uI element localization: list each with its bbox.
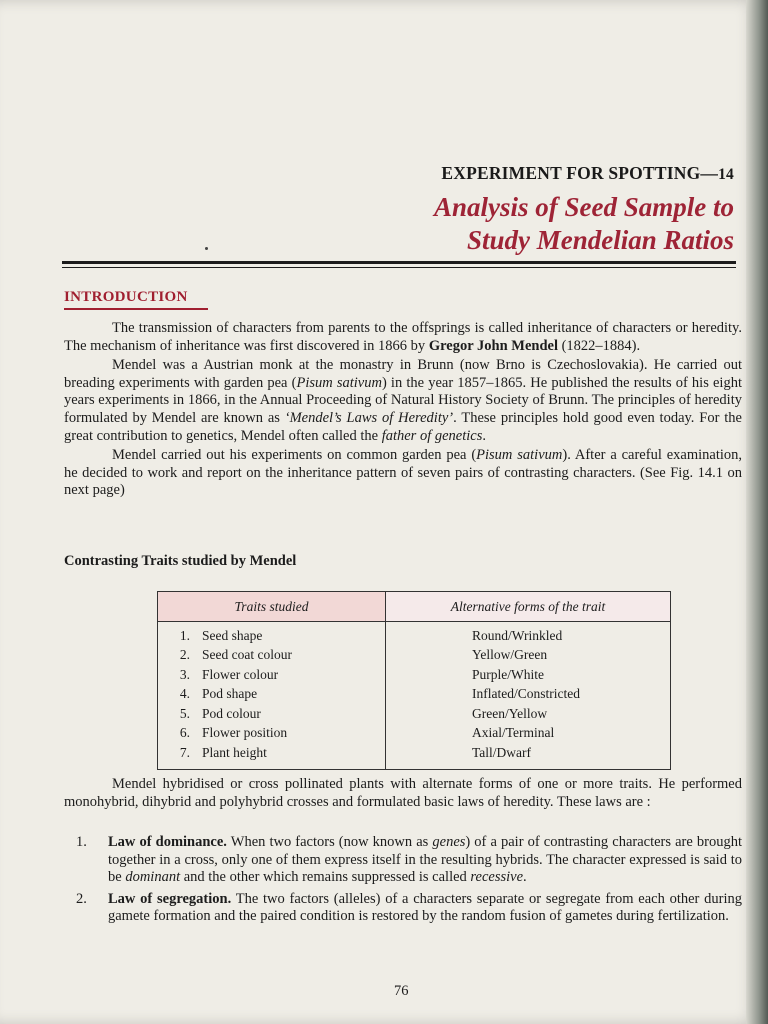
law1-genes: genes xyxy=(432,834,466,850)
p3-text-b: ). After a careful examination, he decided to work and report on the inheritance pattern of seven pairs of contrasting characters. (See Fig. 14.1 on next page) xyxy=(64,447,742,499)
law-title: Law of dominance. xyxy=(108,834,227,850)
table-row xyxy=(158,724,671,744)
experiment-number: 14 xyxy=(718,166,734,183)
p2-text-b: ) in the year 1857–1865. He published the results of his eight years experiments in 1866, in the Annual Proceeding of Natural History Society of Brunn. The principles of heredity formulated by Mendel are known as xyxy=(64,374,742,426)
law-title: Law of segregation. xyxy=(108,890,232,907)
paragraph-3 xyxy=(64,447,742,500)
p2-father-of-genetics: father of genetics xyxy=(381,427,483,444)
law2-text: The two factors (alleles) of a characters separate or segregate from each other during gamete formation and the paired condition is restored by the random fusion of gametes during fertilization. xyxy=(108,890,742,925)
trait-name: Seed coat colour xyxy=(202,647,292,663)
trait-cell xyxy=(158,622,386,646)
trait-cell xyxy=(158,724,386,744)
section-heading: INTRODUCTION xyxy=(64,289,188,305)
table-row xyxy=(158,685,671,705)
trait-name: Pod colour xyxy=(202,705,261,721)
table-row xyxy=(158,622,671,646)
page-number: 76 xyxy=(394,983,409,999)
page-edge-shadow xyxy=(746,0,768,1024)
law-number: 1. xyxy=(76,834,87,850)
trait-cell xyxy=(158,743,386,769)
table-caption: Contrasting Traits studied by Mendel xyxy=(64,553,297,569)
table-row xyxy=(158,743,671,769)
laws-list xyxy=(64,834,742,926)
trait-name: Pod shape xyxy=(202,686,258,702)
p2-text-c: . These principles hold good even today. For the great contribution to genetics, Mendel often called the xyxy=(64,409,742,444)
row-number: 7. xyxy=(179,744,190,760)
p1-text-a: The transmission of characters from parents to the offsprings is called inheritance of characters or heredity. The mechanism of inheritance was first discovered in 1866 by xyxy=(64,320,742,354)
p3-text-a: Mendel carried out his experiments on common garden pea ( xyxy=(112,447,477,464)
trait-name: Flower position xyxy=(202,725,288,741)
title-line-2: Study Mendelian Ratios xyxy=(466,225,734,255)
forms-cell: Tall/Dwarf xyxy=(472,744,532,760)
page-title xyxy=(434,191,734,257)
law-item-segregation xyxy=(64,891,742,926)
ink-dot xyxy=(205,247,208,250)
row-number: 1. xyxy=(179,627,190,643)
row-number: 4. xyxy=(179,686,190,702)
trait-cell xyxy=(158,704,386,724)
law-item-dominance xyxy=(64,834,742,887)
row-number: 5. xyxy=(179,705,190,721)
row-number: 3. xyxy=(179,666,190,682)
table-header-row xyxy=(158,592,671,622)
p1-text-b: (1822–1884). xyxy=(557,337,641,354)
trait-name: Seed shape xyxy=(202,627,263,643)
law1-dominant: dominant xyxy=(125,869,181,886)
paragraph-2 xyxy=(64,357,742,445)
forms-cell: Round/Wrinkled xyxy=(472,627,563,643)
title-rule-thick xyxy=(62,261,736,264)
col-header-forms: Alternative forms of the trait xyxy=(386,592,671,622)
trait-name: Flower colour xyxy=(202,666,279,682)
table-row xyxy=(158,704,671,724)
p2-scientific-name: Pisum sativum xyxy=(296,374,382,391)
experiment-label: EXPERIMENT FOR SPOTTING— xyxy=(441,163,719,183)
title-rule-thin xyxy=(62,267,736,268)
table-row xyxy=(158,646,671,666)
law1-text-c: and the other which remains suppressed is called xyxy=(180,869,471,886)
forms-cell: Inflated/Constricted xyxy=(472,686,580,702)
p3-scientific-name: Pisum sativum xyxy=(476,447,563,464)
laws-intro-text xyxy=(64,776,742,811)
section-underline xyxy=(64,308,208,310)
law1-text-a: When two factors (now known as xyxy=(226,834,433,850)
trait-cell xyxy=(158,685,386,705)
traits-table xyxy=(157,591,671,770)
p2-text-a: Mendel was a Austrian monk at the monastry in Brunn (now Brno is Czechoslovakia). He carried out breading experiments with garden pea ( xyxy=(64,357,742,391)
trait-name: Plant height xyxy=(202,744,267,760)
row-number: 2. xyxy=(179,647,190,663)
law1-text-b: ) of a pair of contrasting characters are brought together in a cross, only one of them express itself in the resulting hybrids. The character expressed is said to be xyxy=(108,834,742,886)
introduction-text xyxy=(64,320,742,500)
row-number: 6. xyxy=(179,725,190,741)
p2-laws-name: ‘Mendel’s Laws of Heredity’ xyxy=(284,409,454,426)
p2-text-d: . xyxy=(482,427,486,444)
law1-text-d: . xyxy=(523,869,527,886)
mendel-name: Gregor John Mendel xyxy=(428,337,558,354)
law1-recessive: recessive xyxy=(470,869,524,886)
forms-cell: Green/Yellow xyxy=(472,705,548,721)
forms-cell: Yellow/Green xyxy=(472,647,548,663)
laws-intro-paragraph: Mendel hybridised or cross pollinated plants with alternate forms of one or more traits. He performed monohybrid, dihybrid and polyhybrid crosses and formulated basic laws of heredity. These laws are : xyxy=(64,776,742,810)
table-row xyxy=(158,665,671,685)
law-number: 2. xyxy=(76,890,87,907)
forms-cell: Purple/White xyxy=(472,666,544,682)
trait-cell xyxy=(158,646,386,666)
title-line-1: Analysis of Seed Sample to xyxy=(433,192,734,222)
forms-cell: Axial/Terminal xyxy=(472,725,555,741)
experiment-heading xyxy=(441,163,734,184)
trait-cell xyxy=(158,665,386,685)
col-header-traits: Traits studied xyxy=(158,592,386,622)
paragraph-1 xyxy=(64,320,742,355)
